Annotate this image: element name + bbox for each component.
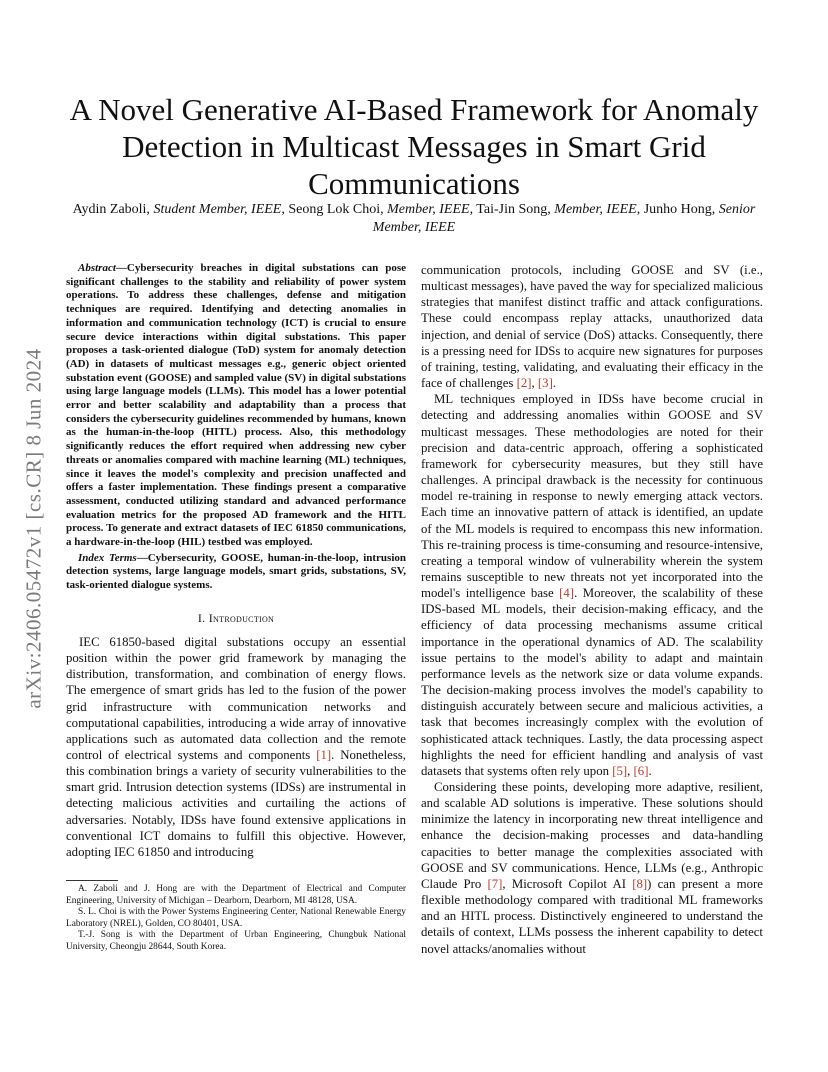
index-terms-text: —Cybersecurity, GOOSE, human-in-the-loop, intrusion detection systems, large language models, smart grids, substations, SV, task-oriented dialogue systems. <box>66 551 406 592</box>
author-role: Student Member, IEEE <box>153 202 282 217</box>
paragraph-text: . <box>648 763 652 778</box>
index-terms <box>66 552 406 593</box>
abstract-label: Abstract <box>78 262 116 274</box>
citation-link[interactable]: [2] <box>516 376 532 391</box>
citation-link[interactable]: [6] <box>633 763 649 778</box>
paragraph-text: ) can present a more flexible methodology compared with traditional ML frameworks and an HITL process. Distinctively engineered to understand the details of context, LLMs possess the inherent capability to detect novel attacks/anomalies without <box>421 876 763 956</box>
author-name: Aydin Zaboli, <box>72 202 154 217</box>
footnote-divider <box>66 880 118 881</box>
body-paragraph <box>421 262 763 391</box>
paragraph-text: Considering these points, developing more adaptive, resilient, and scalable AD solutions is imperative. These solutions should minimize the latency in incorporating new threat intelligence and enhance the decision-making processes and data-handling capacities to better manage the complexities associated with GOOSE and SV communications. Hence, LLMs (e.g., Anthropic Claude Pro <box>421 780 763 891</box>
paragraph-text: , <box>627 763 634 778</box>
citation-link[interactable]: [4] <box>559 586 575 601</box>
author-role: Senior Member, IEEE <box>372 202 756 235</box>
citation-link[interactable]: [7] <box>487 876 503 891</box>
author-name: , Seong Lok Choi, <box>281 202 388 217</box>
body-paragraph <box>421 391 763 779</box>
intro-paragraph <box>66 634 406 860</box>
paragraph-text: IEC 61850-based digital substations occupy an essential position within the power grid framework by managing the distribution, transformation, and combination of energy flows. The emergence of smart grids has led to the fusion of the power grid infrastructure with communication networks and computational capabilities, introducing a wide array of innovative applications such as automated data collection and the remote control of electrical systems and components <box>66 634 406 762</box>
abstract <box>66 262 406 550</box>
paper-title: A Novel Generative AI-Based Framework for Anomaly Detection in Multicast Messages in Smart Grid Communications <box>69 91 759 201</box>
left-column <box>66 262 406 860</box>
paragraph-text: . Nonetheless, this combination brings a variety of security vulnerabilities to the smart grid. Intrusion detection systems (IDSs) are instrumental in detecting malicious activities and curtailing the actions of adversaries. Notably, IDSs have found extensive applications in conventional ICT domains to fulfill this objective. However, adopting IEC 61850 and introducing <box>66 747 406 859</box>
body-paragraph <box>421 779 763 957</box>
abstract-text: —Cybersecurity breaches in digital substations can pose significant challenges to the stability and reliability of power system operations. To address these challenges, defense and mitigation techniques are required. Identifying and detecting anomalies in information and communication technology (ICT) is crucial to ensure secure device interactions within digital substations. This paper proposes a task-oriented dialogue (ToD) system for anomaly detection (AD) in datasets of multicast messages e.g., generic object oriented substation event (GOOSE) and sampled value (SV) in digital substations using large language models (LLMs). This model has a lower potential error and better scalability and adaptability than a process that considers the cybersecurity guidelines recommended by humans, known as the human-in-the-loop (HITL) process. Also, this methodology significantly reduces the effort required when addressing new cyber threats or anomalies compared with machine learning (ML) techniques, since it leaves the model's complexity and precision unaffected and offers a faster implementation. These findings present a comparative assessment, conducted utilizing standard and advanced performance evaluation metrics for the proposed AD framework and the HITL process. To generate and extract datasets of IEC 61850 communications, a hardware-in-the-loop (HIL) testbed was employed. <box>66 262 406 549</box>
citation-link[interactable]: [1] <box>316 747 332 762</box>
paragraph-text: . Moreover, the scalability of these IDS-based ML models, their decision-making efficacy, and the efficiency of data processing mechanisms assume critical importance in the operational dynamics of AD. The scalability issue pertains to the model's ability to adapt and maintain performance levels as the network size or data volume expands. The decision-making process involves the model's capability to distinguish accurately between secure and malicious activities, a task that becomes increasingly complex with the evolution of sophisticated attack techniques. Lastly, the data processing aspect highlights the need for efficient handling and analysis of vast datasets that systems often rely upon <box>421 586 763 778</box>
paragraph-text: , Microsoft Copilot AI <box>502 876 633 891</box>
paragraph-text: , <box>531 376 538 391</box>
author-name: , Tai-Jin Song, <box>469 202 555 217</box>
citation-link[interactable]: [3] <box>537 376 553 391</box>
footnote: S. L. Choi is with the Power Systems Engineering Center, National Renewable Energy Laboratory (NREL), Golden, CO 80401, USA. <box>66 907 406 929</box>
citation-link[interactable]: [5] <box>612 763 628 778</box>
right-column <box>421 262 763 957</box>
footnote: A. Zaboli and J. Hong are with the Department of Electrical and Computer Engineering, University of Michigan – Dearborn, Dearborn, MI 48128, USA. <box>66 884 406 906</box>
author-role: Member, IEEE <box>387 202 470 217</box>
paragraph-text: communication protocols, including GOOSE and SV (i.e., multicast messages), have paved the way for specialized malicious strategies that manifest distinct traffic and attack configurations. These could encompass replay attacks, unauthorized data injection, and denial of service (DoS) attacks. Consequently, there is a pressing need for IDSs to acquire new signatures for purposes of training, testing, validating, and evaluating their efficacy in the face of challenges <box>421 263 763 391</box>
author-name: , Junho Hong, <box>636 202 719 217</box>
arxiv-stamp-text: arXiv:2406.05472v1 [cs.CR] 8 Jun 2024 <box>21 347 46 709</box>
footnote: T.-J. Song is with the Department of Urban Engineering, Chungbuk National University, Cheongju 28644, South Korea. <box>66 930 406 952</box>
paragraph-text: . <box>552 376 557 391</box>
author-list <box>60 201 768 237</box>
paragraph-text: ML techniques employed in IDSs have become crucial in detecting and addressing anomalies within GOOSE and SV multicast messages. These methodologies are noted for their precision and data-centric approach, offering a sophisticated framework for cybersecurity measures, but they still have challenges. A principal drawback is the necessity for continuous model re-training in response to newly emerging attack vectors. Each time an innovative pattern of attack is identified, an update of the ML models is required to encompass this new information. This re-training process is time-consuming and resource-intensive, creating a temporal window of vulnerability wherein the system remains susceptible to new threats not yet incorporated into the model's intelligence base <box>421 392 763 601</box>
footnotes <box>66 884 406 954</box>
arxiv-stamp <box>22 298 46 758</box>
author-role: Member, IEEE <box>554 202 637 217</box>
index-terms-label: Index Terms <box>78 551 137 564</box>
citation-link[interactable]: [8] <box>632 876 648 891</box>
section-heading-introduction: I. Introduction <box>197 610 275 625</box>
